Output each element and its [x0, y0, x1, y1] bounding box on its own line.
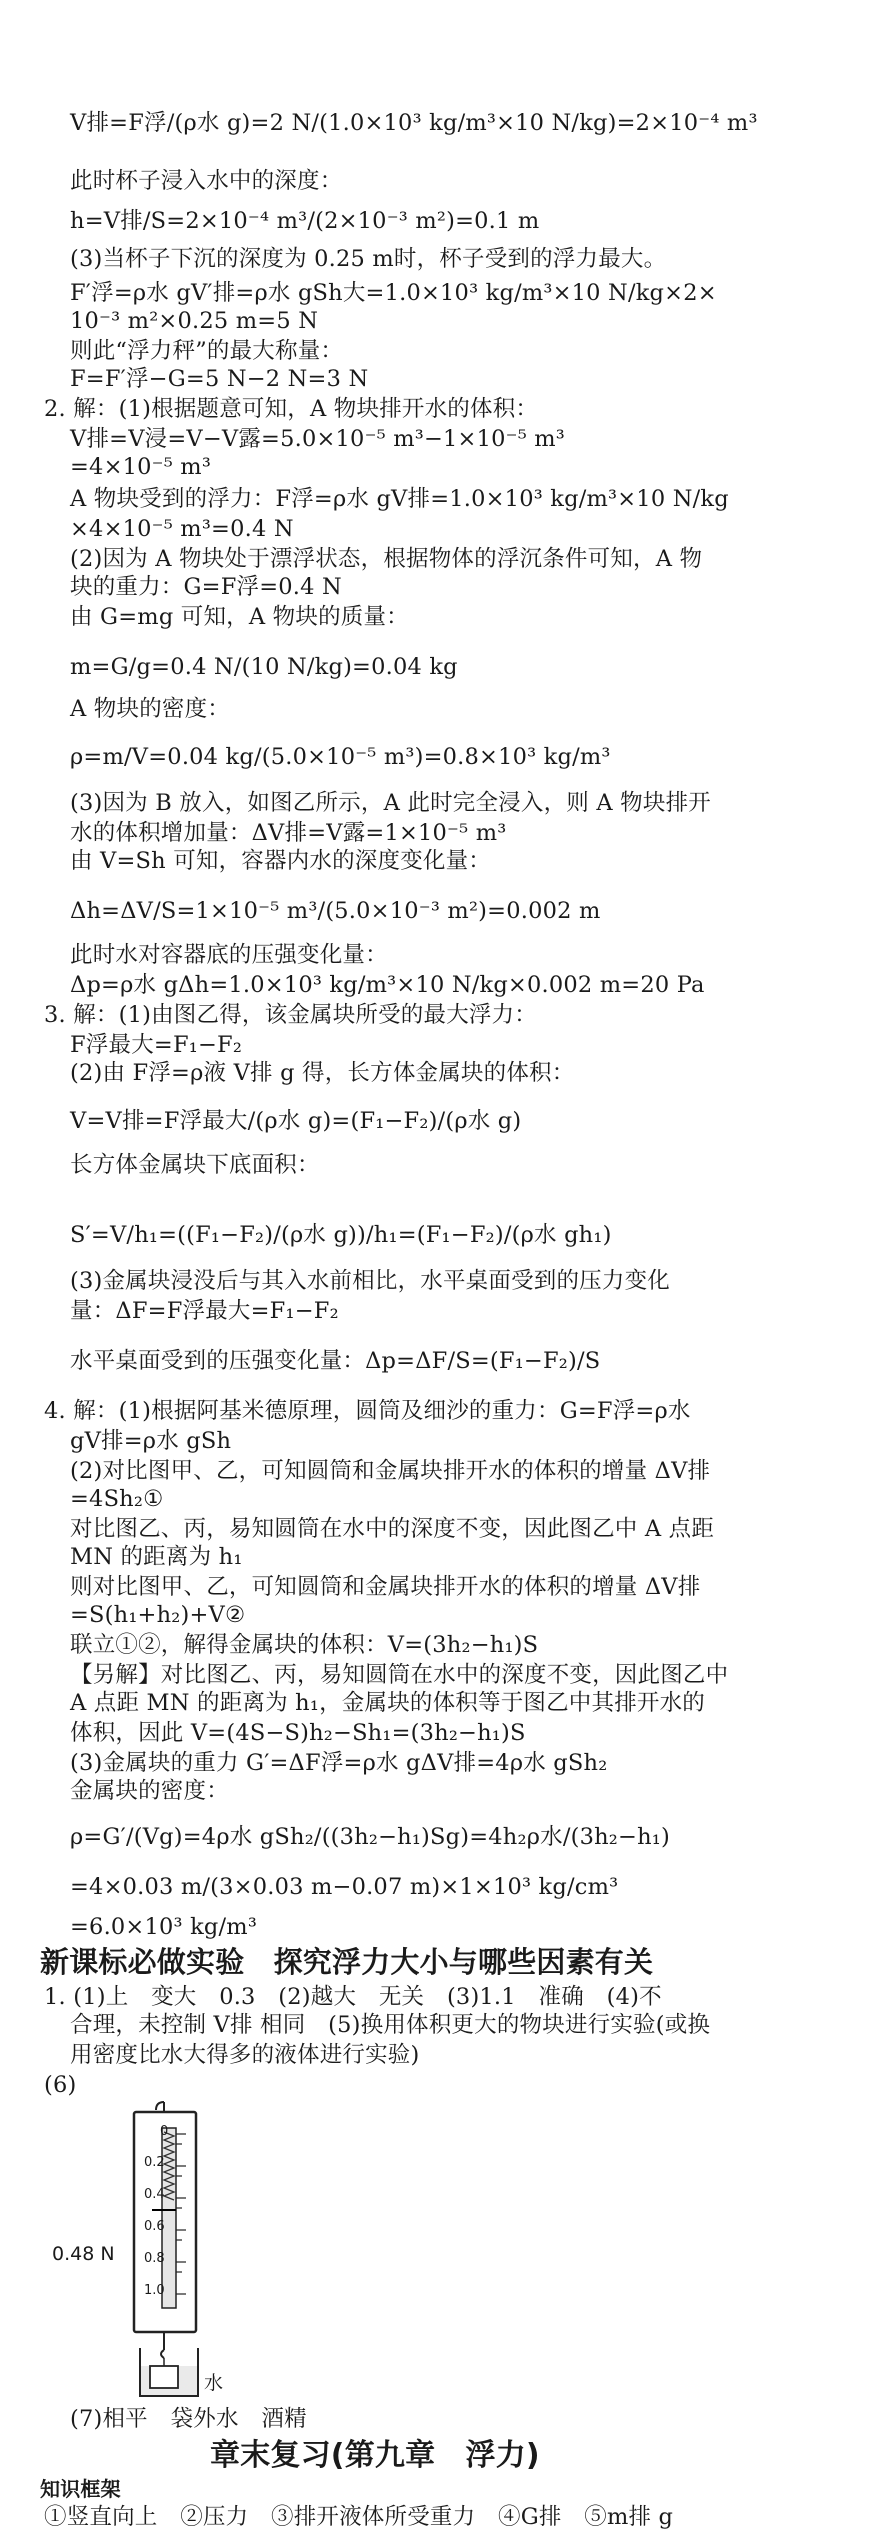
spring-scale-figure [112, 2098, 262, 2414]
text-line: Δh=ΔV/S=1×10⁻⁵ m³/(5.0×10⁻³ m²)=0.002 m [70, 898, 601, 924]
text-line: ρ=m/V=0.04 kg/(5.0×10⁻⁵ m³)=0.8×10³ kg/m³ [70, 744, 611, 770]
text-line: A 物块受到的浮力：F浮=ρ水 gV排=1.0×10³ kg/m³×10 N/kg [70, 486, 729, 512]
text-line: V排=F浮/(ρ水 g)=2 N/(1.0×10³ kg/m³×10 N/kg)=2×10⁻⁴ m³ [70, 110, 758, 136]
text-line: 量：ΔF=F浮最大=F₁−F₂ [70, 1298, 339, 1324]
text-line: 金属块的密度： [70, 1778, 229, 1804]
scale-label: 0.6 [144, 2219, 165, 2234]
text-line: gV排=ρ水 gSh [70, 1428, 232, 1454]
text-line: 【另解】对比图乙、丙，易知圆筒在水中的深度不变，因此图乙中 [70, 1662, 729, 1688]
text-line: =4×10⁻⁵ m³ [70, 454, 212, 480]
text-line: =4×0.03 m/(3×0.03 m−0.07 m)×1×10³ kg/cm³ [70, 1874, 619, 1900]
text-line: 此时水对容器底的压强变化量： [70, 942, 388, 968]
scale-label: 0 [160, 2124, 169, 2139]
text-line: =6.0×10³ kg/m³ [70, 1914, 258, 1940]
text-line: ρ=G′/(Vg)=4ρ水 gSh₂/((3h₂−h₁)Sg)=4h₂ρ水/(3h₂−h₁) [70, 1824, 670, 1850]
text-line: 则对比图甲、乙，可知圆筒和金属块排开水的体积的增量 ΔV排 [70, 1574, 701, 1600]
text-line: (3)当杯子下沉的深度为 0.25 m时，杯子受到的浮力最大。 [70, 246, 667, 272]
text-line: (6) [44, 2072, 77, 2098]
scale-label: 0.4 [144, 2187, 165, 2202]
text-line: 体积，因此 V=(4S−S)h₂−Sh₁=(3h₂−h₁)S [70, 1720, 526, 1746]
text-line: 长方体金属块下底面积： [70, 1152, 320, 1178]
text-line: (3)因为 B 放入，如图乙所示，A 此时完全浸入，则 A 物块排开 [70, 790, 711, 816]
knowledge-frame-heading: 知识框架 [40, 2477, 121, 2501]
text-line: F=F′浮−G=5 N−2 N=3 N [70, 366, 369, 392]
question-1: 1. (1)上 变大 0.3 (2)越大 无关 (3)1.1 准确 (4)不 [44, 1984, 662, 2010]
scale-label: 1.0 [144, 2283, 165, 2298]
text-line: V排=V浸=V−V露=5.0×10⁻⁵ m³−1×10⁻⁵ m³ [70, 426, 566, 452]
text-line: MN 的距离为 h₁ [70, 1544, 243, 1570]
section-heading: 新课标必做实验 探究浮力大小与哪些因素有关 [40, 1945, 654, 1979]
text-line: S′=V/h₁=((F₁−F₂)/(ρ水 g))/h₁=(F₁−F₂)/(ρ水 gh₁) [70, 1222, 612, 1248]
text-line: (3)金属块的重力 G′=ΔF浮=ρ水 gΔV排=4ρ水 gSh₂ [70, 1750, 608, 1776]
question-3: 3. 解：(1)由图乙得，该金属块所受的最大浮力： [44, 1002, 537, 1028]
question-2: 2. 解：(1)根据题意可知，A 物块排开水的体积： [44, 396, 539, 422]
water-label: 水 [204, 2372, 224, 2394]
text-line: (2)因为 A 物块处于漂浮状态，根据物体的浮沉条件可知，A 物 [70, 546, 703, 572]
question-4: 4. 解：(1)根据阿基米德原理，圆筒及细沙的重力：G=F浮=ρ水 [44, 1398, 691, 1424]
text-line: ①竖直向上 ②压力 ③排开液体所受重力 ④G排 ⑤m排 g [44, 2504, 674, 2530]
text-line: 块的重力：G=F浮=0.4 N [70, 574, 342, 600]
text-line: 10⁻³ m²×0.25 m=5 N [70, 308, 319, 334]
text-line: 此时杯子浸入水中的深度： [70, 168, 343, 194]
text-line: 则此“浮力秤”的最大称量： [70, 338, 344, 364]
scale-label: 0.2 [144, 2155, 165, 2170]
text-line: 联立①②，解得金属块的体积：V=(3h₂−h₁)S [70, 1632, 539, 1658]
text-line: V=V排=F浮最大/(ρ水 g)=(F₁−F₂)/(ρ水 g) [70, 1108, 522, 1134]
text-line: =4Sh₂① [70, 1486, 164, 1512]
text-line: =S(h₁+h₂)+V② [70, 1602, 246, 1628]
text-line: A 物块的密度： [70, 696, 231, 722]
text-line: (2)对比图甲、乙，可知圆筒和金属块排开水的体积的增量 ΔV排 [70, 1458, 711, 1484]
text-line: h=V排/S=2×10⁻⁴ m³/(2×10⁻³ m²)=0.1 m [70, 208, 540, 234]
text-line: Δp=ρ水 gΔh=1.0×10³ kg/m³×10 N/kg×0.002 m=20 Pa [70, 972, 705, 998]
text-line: 对比图乙、丙，易知圆筒在水中的深度不变，因此图乙中 A 点距 [70, 1516, 715, 1542]
text-line: (2)由 F浮=ρ液 V排 g 得，长方体金属块的体积： [70, 1060, 575, 1086]
text-line: m=G/g=0.4 N/(10 N/kg)=0.04 kg [70, 654, 458, 680]
text-line: A 点距 MN 的距离为 h₁，金属块的体积等于图乙中其排开水的 [70, 1690, 705, 1716]
reading-label: 0.48 N [52, 2243, 115, 2265]
text-line: 水的体积增加量：ΔV排=V露=1×10⁻⁵ m³ [70, 820, 507, 846]
text-line: F′浮=ρ水 gV′排=ρ水 gSh大=1.0×10³ kg/m³×10 N/kg×2× [70, 280, 717, 306]
text-line: 水平桌面受到的压强变化量：Δp=ΔF/S=(F₁−F₂)/S [70, 1348, 601, 1374]
chapter-review-heading: 章末复习(第九章 浮力) [210, 2438, 540, 2473]
text-line: (7)相平 袋外水 酒精 [70, 2406, 307, 2432]
text-line: 由 V=Sh 可知，容器内水的深度变化量： [70, 848, 492, 874]
text-line: 合理，未控制 V排 相同 (5)换用体积更大的物块进行实验(或换 [70, 2012, 711, 2038]
spring-scale-drawing [112, 2098, 262, 2398]
scale-label: 0.8 [144, 2251, 165, 2266]
text-line: 由 G=mg 可知，A 物块的质量： [70, 604, 409, 630]
text-line: F浮最大=F₁−F₂ [70, 1032, 243, 1058]
text-line: (3)金属块浸没后与其入水前相比，水平桌面受到的压力变化 [70, 1268, 670, 1294]
text-line: 用密度比水大得多的液体进行实验) [70, 2042, 420, 2068]
text-line: ×4×10⁻⁵ m³=0.4 N [70, 516, 294, 542]
